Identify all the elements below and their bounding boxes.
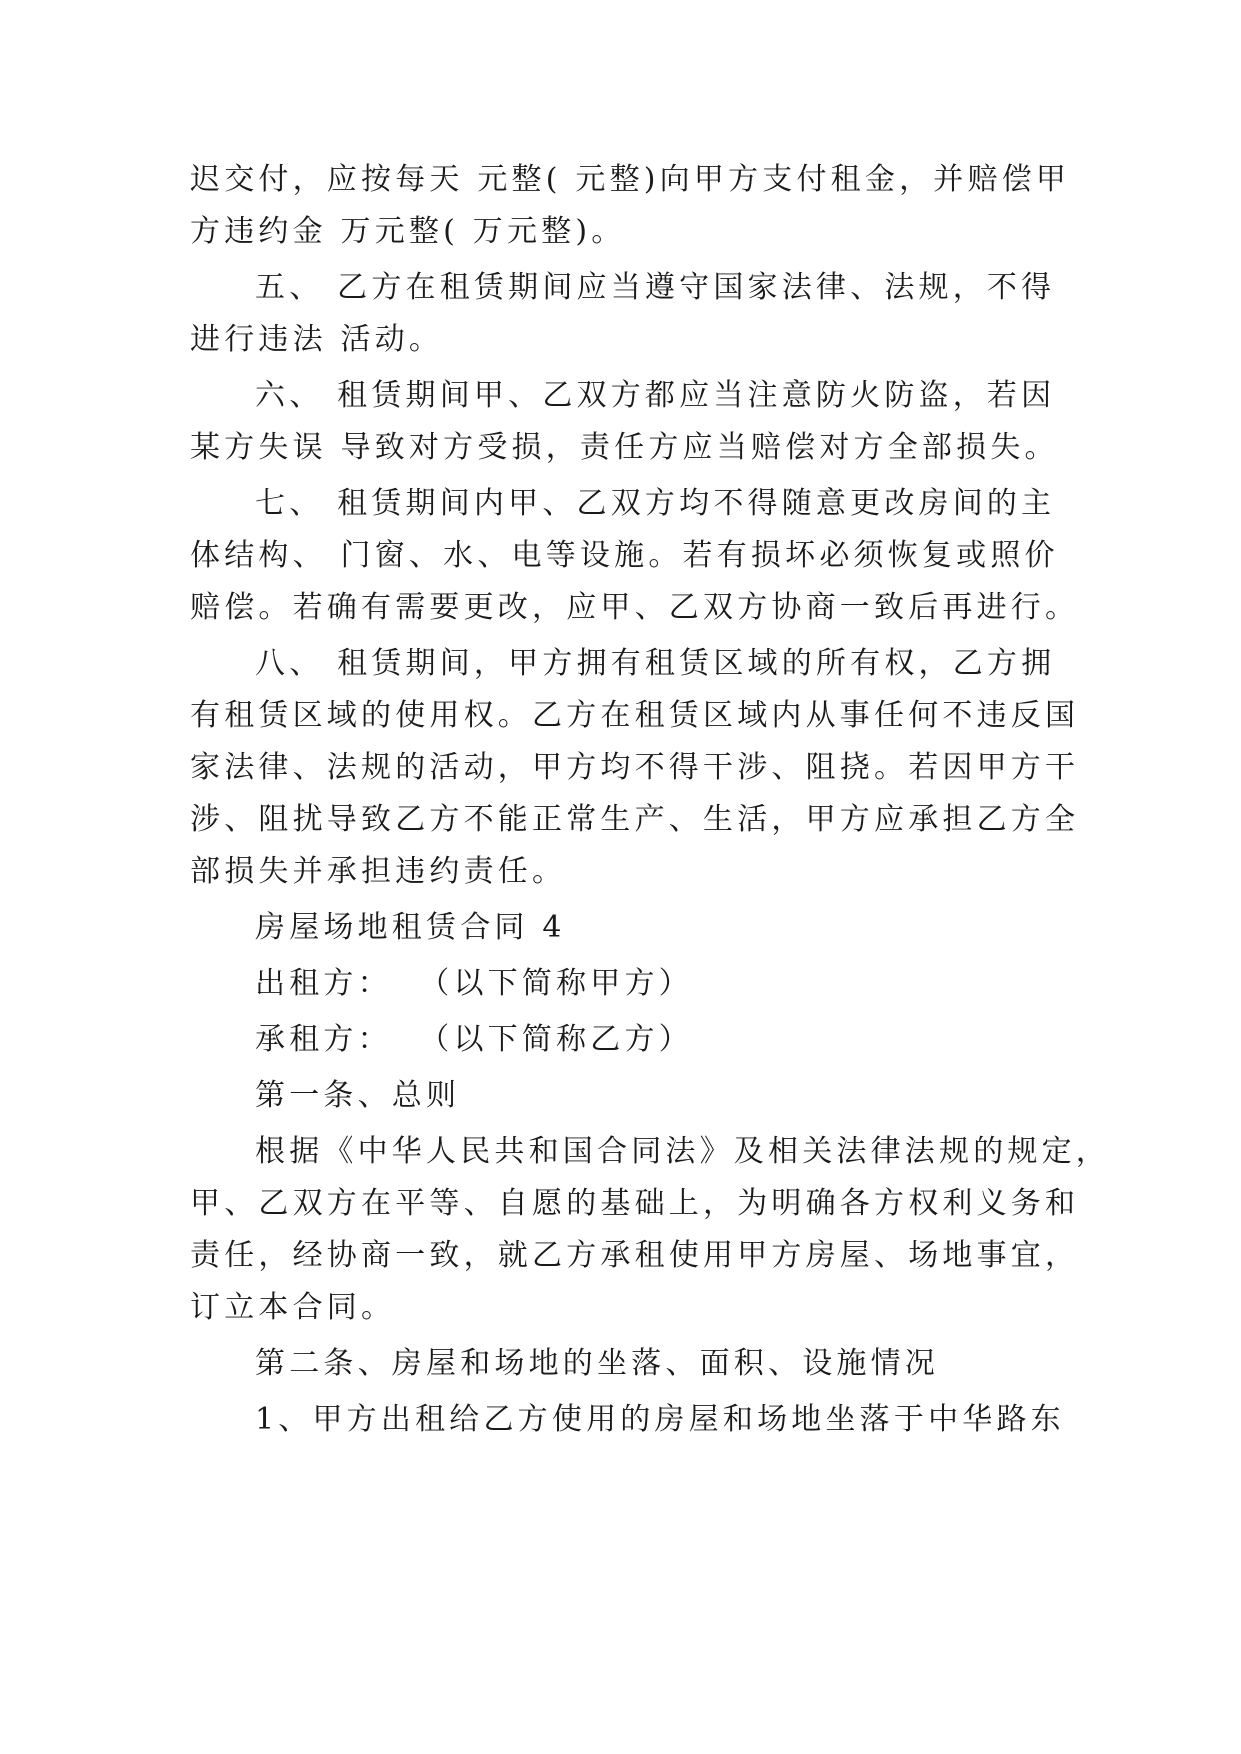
text-line: 订立本合同。 bbox=[190, 1290, 396, 1325]
text-line: 责任，经协商一致，就乙方承租使用甲方房屋、场地事宜， bbox=[190, 1238, 1080, 1273]
lessor-line: 出租方： （以下简称甲方） bbox=[255, 966, 693, 1001]
clause-6-heading-line: 六、 租赁期间甲、乙双方都应当注意防火防盗，若因 bbox=[255, 378, 1056, 413]
text-line: 部损失并承担违约责任。 bbox=[190, 854, 567, 889]
text-line: 根据《中华人民共和国合同法》及相关法律法规的规定， bbox=[255, 1134, 1110, 1169]
text-line: 迟交付，应按每天 元整( 元整)向甲方支付租金，并赔偿甲 bbox=[190, 162, 1071, 197]
text-line: 家法律、法规的活动，甲方均不得干涉、阻挠。若因甲方干 bbox=[190, 750, 1080, 785]
clause-7-heading-line: 七、 租赁期间内甲、乙双方均不得随意更改房间的主 bbox=[255, 486, 1056, 521]
article-1-heading: 第一条、总则 bbox=[255, 1078, 461, 1113]
text-line: 体结构、 门窗、水、电等设施。若有损坏必须恢复或照价 bbox=[190, 538, 1059, 573]
text-line: 方违约金 万元整( 万元整)。 bbox=[190, 214, 626, 249]
text-line: 进行违法 活动。 bbox=[190, 322, 444, 357]
contract-title: 房屋场地租赁合同 4 bbox=[255, 910, 566, 945]
text-line: 有租赁区域的使用权。乙方在租赁区域内从事任何不违反国 bbox=[190, 698, 1080, 733]
lessee-line: 承租方： （以下简称乙方） bbox=[255, 1022, 693, 1057]
text-line: 某方失误 导致对方受损，责任方应当赔偿对方全部损失。 bbox=[190, 430, 1059, 465]
text-line: 甲、乙双方在平等、自愿的基础上，为明确各方权利义务和 bbox=[190, 1186, 1080, 1221]
text-line: 涉、阻扰导致乙方不能正常生产、生活，甲方应承担乙方全 bbox=[190, 802, 1080, 837]
article-2-heading: 第二条、房屋和场地的坐落、面积、设施情况 bbox=[255, 1346, 939, 1381]
text-line: 赔偿。若确有需要更改，应甲、乙双方协商一致后再进行。 bbox=[190, 590, 1080, 625]
clause-8-heading-line: 八、 租赁期间，甲方拥有租赁区域的所有权，乙方拥 bbox=[255, 646, 1056, 681]
clause-5-heading-line: 五、 乙方在租赁期间应当遵守国家法律、法规，不得 bbox=[255, 270, 1056, 305]
text-line: 1、甲方出租给乙方使用的房屋和场地坐落于中华路东 bbox=[255, 1402, 1065, 1437]
